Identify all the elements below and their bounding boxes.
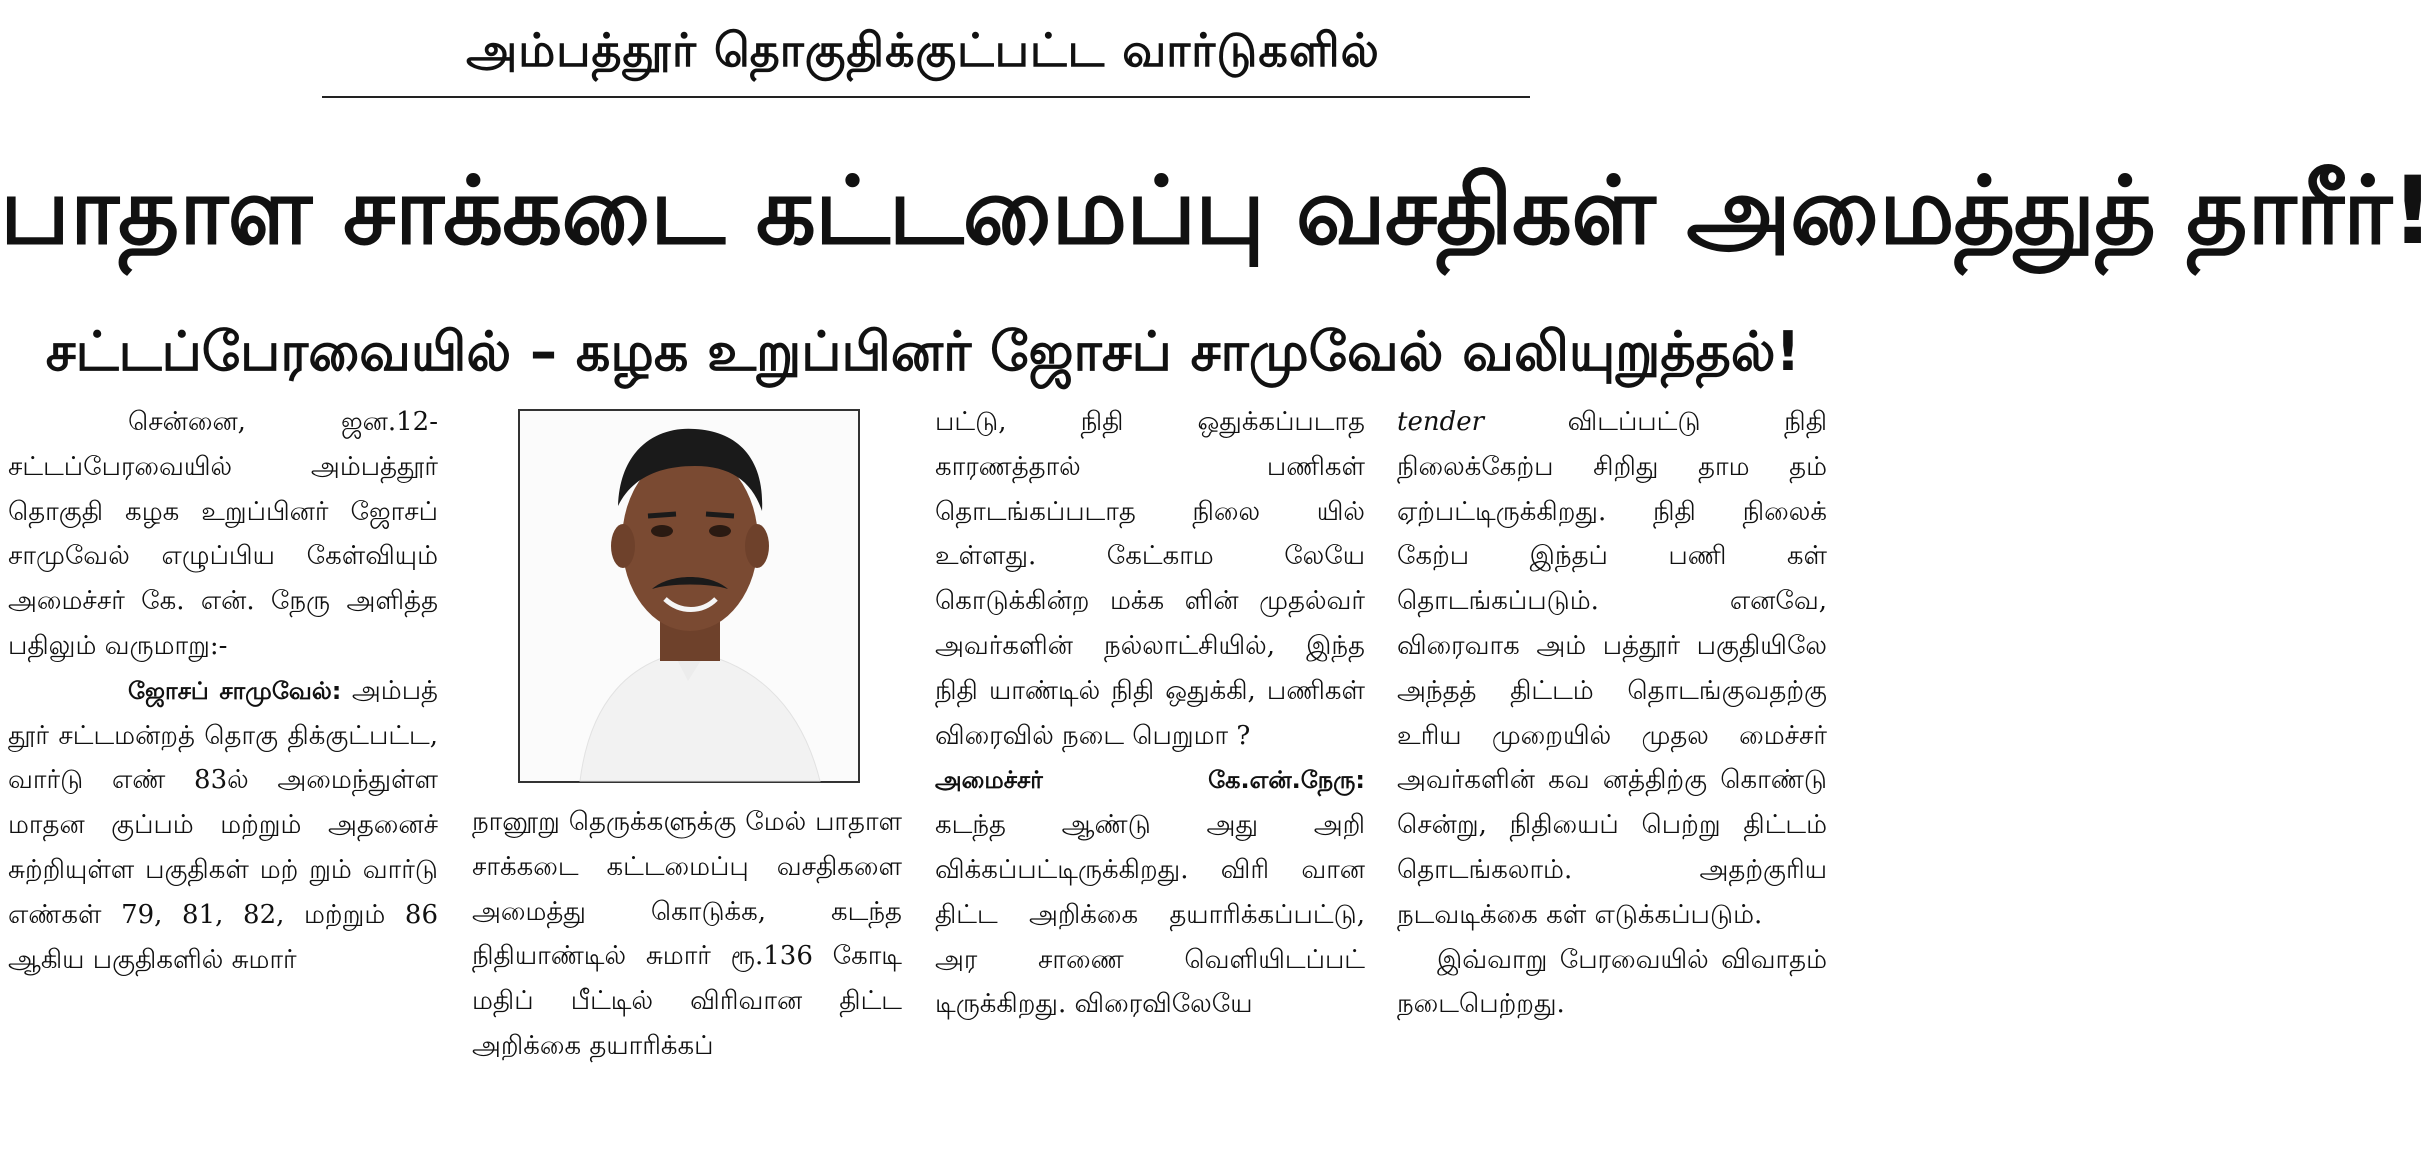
answer-continued [1397, 400, 1827, 938]
portrait-illustration [520, 411, 858, 781]
column-4 [1397, 400, 1827, 1027]
dateline-paragraph: சென்னை, ஜன.12- சட்டப்பேரவையில் அம்பத்தூர் தொகுதி கழக உறுப்பினர் ஜோசப் சாமுவேல் எழுப்பிய கேள்வியும் அமைச்சர் கே. என். நேரு அளித்த பதிலும் வருமாறு:- [8, 407, 438, 661]
minister-name: கே.என்.நேரு: [1208, 766, 1365, 795]
answer-text: விடப்பட்டு நிதி நிலைக்கேற்ப சிறிது தாம தம் ஏற்பட்டிருக்கிறது. நிதி நிலைக் கேற்ப இந்தப் பணி கள் தொடங்கப்படும். எனவே, விரைவாக அம் பத்தூர் பகுதியிலே அந்தத் திட்டம் தொடங்குவதற்கு உரிய முறையில் முதல மைச்சர் அவர்களின் கவ னத்திற்கு கொண்டு சென்று, நிதியைப் பெற்று திட்டம் தொடங்கலாம். அதற்குரிய நடவடிக்கை கள் எடுக்கப்படும். [1397, 407, 1827, 930]
answer-paragraph: கடந்த ஆண்டு அது அறி விக்கப்பட்டிருக்கிறது. விரி வான திட்ட அறிக்கை தயாரிக்கப்பட்டு, அர சாணை வெளியிடப்பட் டிருக்கிறது. விரைவிலேயே [935, 810, 1365, 1020]
kicker-heading: அம்பத்தூர் தொகுதிக்குட்பட்ட வார்டுகளில் [466, 23, 1380, 77]
column-1 [8, 400, 438, 982]
column-2 [472, 800, 902, 1069]
question-continued: நானூறு தெருக்களுக்கு மேல் பாதாள சாக்கடை கட்டமைப்பு வசதிகளை அமைத்து கொடுக்க, கடந்த நிதியாண்டில் சுமார் ரூ.136 கோடி மதிப் பீட்டில் விரிவான திட்ட அறிக்கை தயாரிக்கப் [472, 807, 902, 1061]
question-end-paragraph: பட்டு, நிதி ஒதுக்கப்படாத காரணத்தால் பணிகள் தொடங்கப்படாத நிலை யில் உள்ளது. கேட்காம லேயே கொடுக்கின்ற மக்க ளின் முதல்வர் அவர்களின் நல்லாட்சியில், இந்த நிதி யாண்டில் நிதி ஒதுக்கி, பணிகள் விரைவில் நடை பெறுமா ? [935, 407, 1365, 751]
headline: பாதாள சாக்கடை கட்டமைப்பு வசதிகள் அமைத்துத் தாரீர்! [0, 157, 2433, 266]
closing-paragraph: இவ்வாறு பேரவையில் விவாதம் நடைபெற்றது. [1397, 944, 1827, 1020]
tender-word: tender [1397, 407, 1485, 437]
minister-title: அமைச்சர் [935, 766, 1043, 795]
column-3 [935, 400, 1365, 1027]
subheadline: சட்டப்பேரவையில் – கழக உறுப்பினர் ஜோசப் சாமுவேல் வலியுறுத்தல்! [45, 320, 1801, 383]
divider-rule [322, 96, 1530, 98]
portrait-photo [518, 409, 860, 783]
speaker-label: ஜோசப் சாமுவேல்: [128, 676, 342, 705]
question-paragraph [8, 669, 438, 983]
question-text: அம்பத் தூர் சட்டமன்றத் தொகு திக்குட்பட்ட, வார்டு எண் 83ல் அமைந்துள்ள மாதன குப்பம் மற்றும் அதனைச் சுற்றியுள்ள பகுதிகள் மற் றும் வார்டு எண்கள் 79, 81, 82, மற்றும் 86 ஆகிய பகுதிகளில் சுமார் [8, 675, 438, 975]
minister-speaker-label [935, 758, 1365, 803]
